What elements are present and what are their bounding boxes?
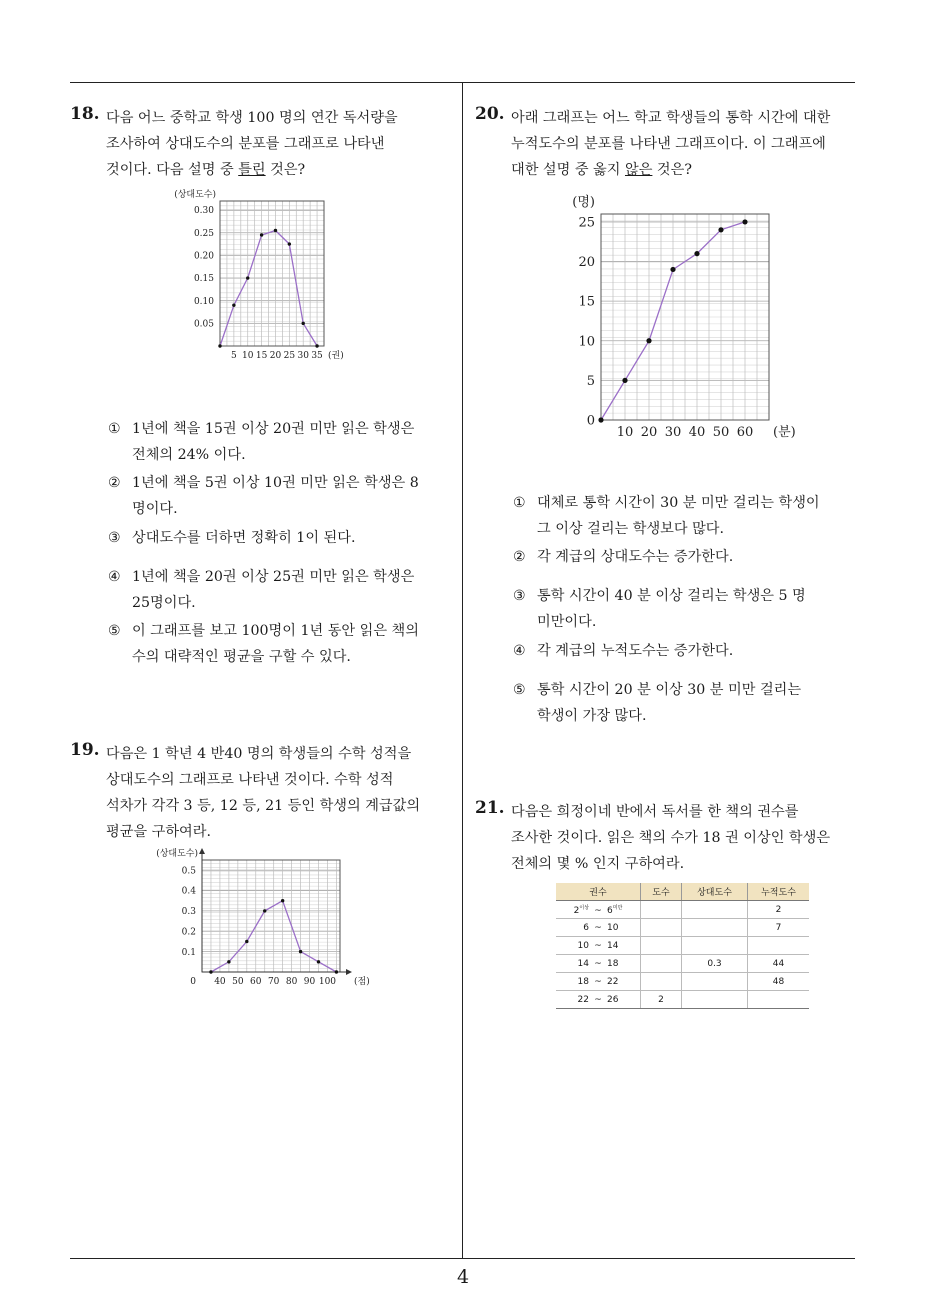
class-upper: 14 (607, 940, 619, 951)
data-point (302, 322, 305, 325)
choice-line: 대체로 통학 시간이 30 분 미만 걸리는 학생이 (537, 495, 820, 511)
data-point (335, 970, 338, 973)
y-tick-label: 0.30 (193, 206, 214, 217)
cumulative-frequency-cell (748, 937, 810, 955)
choice-line: 상대도수를 더하면 정확히 1이 된다. (132, 530, 356, 546)
x-tick-label: 10 (616, 425, 634, 440)
data-point (646, 338, 651, 343)
problem-text (106, 741, 420, 845)
data-point (718, 227, 723, 232)
y-tick-label: 0.4 (181, 886, 196, 897)
choice-line: 25명이다. (132, 595, 196, 611)
class-upper: 22 (607, 976, 619, 987)
choice-line: 1년에 책을 20권 이상 25권 미만 읽은 학생은 (132, 569, 415, 585)
class-separator: ~ (594, 958, 602, 969)
data-point (274, 229, 277, 232)
choice-mark: ③ (108, 530, 121, 546)
cumulative-frequency-cell: 2 (748, 901, 810, 919)
text-segment: 것은? (652, 162, 692, 178)
choice-line: 학생이 가장 많다. (537, 708, 647, 724)
choice-mark: ① (513, 495, 526, 511)
y-axis-label: (명) (572, 195, 595, 210)
underlined-word: 않은 (624, 162, 653, 178)
cumulative-frequency-cell: 44 (748, 955, 810, 973)
relative-frequency-cell (682, 937, 748, 955)
data-point (622, 378, 627, 383)
table-row (556, 955, 809, 973)
choice-mark: ⑤ (513, 682, 526, 698)
data-point (260, 233, 263, 236)
data-point (742, 219, 747, 224)
class-upper: 10 (607, 922, 619, 933)
y-tick-label: 0.5 (181, 866, 196, 877)
data-point (317, 960, 320, 963)
choice-line: 이 그래프를 보고 100명이 1년 동안 읽은 책의 (132, 623, 419, 639)
text-line: 상대도수의 그래프로 나타낸 것이다. 수학 성적 (106, 772, 394, 788)
x-tick-label: 70 (267, 977, 280, 987)
y-tick-label: 5 (586, 373, 595, 389)
text-line (511, 157, 830, 183)
data-point (227, 960, 230, 963)
x-tick-label: 50 (232, 977, 244, 987)
choice-mark: ⑤ (108, 623, 121, 639)
choice-mark: ④ (108, 569, 121, 585)
data-point (288, 242, 291, 245)
class-upper: 6 (607, 905, 613, 916)
text-line: 다음은 희정이네 반에서 독서를 한 책의 권수를 (511, 804, 799, 820)
table-row (556, 991, 809, 1009)
x-tick-label: 30 (664, 425, 682, 440)
data-point (598, 417, 603, 422)
data-point (281, 899, 284, 902)
data-point (694, 251, 699, 256)
choice-line: 통학 시간이 20 분 이상 30 분 미만 걸리는 (537, 682, 802, 698)
text-line: 평균을 구하여라. (106, 824, 211, 840)
choice-mark: ① (108, 421, 121, 437)
relative-frequency-cell (682, 919, 748, 937)
column-divider (462, 82, 463, 1258)
data-point (246, 276, 249, 279)
text-line: 조사한 것이다. 읽은 책의 수가 18 권 이상인 학생은 (511, 830, 831, 846)
origin-label: 0 (586, 413, 595, 429)
y-axis-label: (상대도수) (156, 849, 198, 859)
text-line: 전체의 몇 % 인지 구하여라. (511, 856, 685, 872)
y-tick-label: 25 (578, 215, 595, 231)
choice-line: 미만이다. (537, 614, 597, 630)
frequency-cell (641, 937, 682, 955)
class-separator: ~ (594, 922, 602, 933)
x-tick-label: 20 (640, 425, 658, 440)
problem-text (511, 105, 830, 183)
class-upper: 26 (607, 994, 619, 1005)
data-point (315, 344, 318, 347)
text-segment: 것이다. 다음 설명 중 (106, 162, 239, 178)
y-tick-label: 0.3 (181, 907, 196, 918)
text-line: 다음 어느 중학교 학생 100 명의 연간 독서량을 (106, 110, 398, 126)
text-segment: 대한 설명 중 옳지 (511, 162, 625, 178)
x-tick-label: 5 (230, 351, 237, 361)
relative-frequency-cell (682, 973, 748, 991)
column-header-cumulative-frequency: 누적도수 (748, 883, 810, 901)
y-tick-label: 0.1 (181, 947, 196, 958)
data-point (218, 344, 221, 347)
class-lower: 14 (577, 958, 589, 969)
choice-line: 통학 시간이 40 분 이상 걸리는 학생은 5 명 (537, 588, 806, 604)
bottom-rule (70, 1258, 855, 1259)
chart-reading-relative-frequency (160, 186, 400, 376)
x-tick-label: 60 (736, 425, 754, 440)
class-lower: 18 (577, 976, 589, 987)
data-point (263, 909, 266, 912)
data-point (232, 304, 235, 307)
problem-number: 19. (70, 740, 100, 760)
column-header-books: 권수 (556, 883, 641, 901)
x-axis-arrow (346, 969, 352, 975)
y-tick-label: 0.15 (193, 274, 214, 285)
x-tick-label: 100 (318, 977, 337, 987)
choice-line: 그 이상 걸리는 학생보다 많다. (537, 521, 725, 537)
class-cell (556, 919, 641, 937)
table-row (556, 973, 809, 991)
x-tick-label: 25 (283, 351, 296, 361)
page-number: 4 (456, 1266, 470, 1288)
table-row (556, 901, 809, 919)
frequency-table (556, 883, 809, 1009)
choice-mark: ③ (513, 588, 526, 604)
text-segment: 것은? (265, 162, 306, 178)
text-line: 조사하여 상대도수의 분포를 그래프로 나타낸 (106, 136, 385, 152)
cumulative-frequency-cell: 48 (748, 973, 810, 991)
y-tick-label: 10 (578, 334, 595, 350)
chart-math-score-relative-frequency (140, 846, 425, 992)
problem-number: 20. (475, 104, 505, 124)
class-cell (556, 955, 641, 973)
frequency-cell (641, 955, 682, 973)
underlined-word: 틀린 (238, 162, 266, 178)
upper-qualifier: 미만 (612, 904, 623, 911)
relative-frequency-cell (682, 901, 748, 919)
y-tick-label: 0.2 (181, 927, 196, 938)
x-tick-label: 15 (255, 351, 268, 361)
lower-qualifier: 이상 (579, 904, 589, 911)
class-lower: 10 (577, 940, 589, 951)
x-tick-label: 50 (712, 425, 730, 440)
data-point (670, 267, 675, 272)
problem-number: 18. (70, 104, 100, 124)
class-cell (556, 991, 641, 1009)
chart-commute-cumulative-frequency (555, 192, 800, 444)
text-line: 누적도수의 분포를 나타낸 그래프이다. 이 그래프에 (511, 136, 826, 152)
problem-number: 21. (475, 798, 505, 818)
y-tick-label: 20 (578, 255, 595, 271)
x-tick-label: 30 (297, 351, 309, 361)
data-point (209, 970, 212, 973)
x-tick-label: 80 (285, 977, 298, 987)
text-line: 다음은 1 학년 4 반40 명의 학생들의 수학 성적을 (106, 746, 412, 762)
y-axis-arrow (199, 848, 205, 854)
text-line: 아래 그래프는 어느 학교 학생들의 통학 시간에 대한 (511, 110, 831, 126)
class-cell (556, 901, 641, 919)
origin-label: 0 (190, 977, 196, 987)
choice-mark: ② (108, 475, 121, 491)
choice-line: 1년에 책을 15권 이상 20권 미만 읽은 학생은 (132, 421, 415, 437)
x-tick-label: 40 (214, 977, 226, 987)
choice-line: 전체의 24% 이다. (132, 447, 246, 463)
data-point (299, 950, 302, 953)
y-tick-label: 0.10 (193, 296, 214, 307)
cumulative-frequency-cell (748, 991, 810, 1009)
x-tick-label: 60 (250, 977, 262, 987)
text-line (106, 157, 398, 183)
frequency-cell (641, 919, 682, 937)
x-tick-label: 10 (242, 351, 254, 361)
class-separator: ~ (594, 905, 602, 916)
choice-line: 명이다. (132, 501, 178, 517)
relative-frequency-cell (682, 991, 748, 1009)
y-tick-label: 15 (578, 294, 595, 310)
y-axis-label: (상대도수) (174, 190, 216, 200)
class-lower: 6 (583, 922, 589, 933)
choice-line: 1년에 책을 5권 이상 10권 미만 읽은 학생은 8 (132, 475, 419, 491)
x-tick-label: 40 (688, 425, 706, 440)
y-tick-label: 0.05 (193, 319, 214, 330)
choice-mark: ④ (513, 643, 526, 659)
table-row (556, 919, 809, 937)
class-separator: ~ (594, 940, 602, 951)
class-separator: ~ (594, 994, 602, 1005)
class-cell (556, 937, 641, 955)
class-separator: ~ (594, 976, 602, 987)
frequency-cell: 2 (641, 991, 682, 1009)
choice-mark: ② (513, 549, 526, 565)
class-lower: 2 (573, 905, 580, 916)
y-tick-label: 0.20 (193, 251, 214, 262)
choice-line: 각 계급의 누적도수는 증가한다. (537, 643, 734, 659)
data-point (245, 940, 248, 943)
problem-text (106, 105, 398, 183)
choice-line: 수의 대략적인 평균을 구할 수 있다. (132, 649, 351, 665)
table-header-row (556, 883, 809, 901)
column-header-relative-frequency: 상대도수 (682, 883, 748, 901)
frequency-cell (641, 901, 682, 919)
frequency-cell (641, 973, 682, 991)
class-upper: 18 (607, 958, 619, 969)
relative-frequency-cell: 0.3 (682, 955, 748, 973)
column-header-frequency: 도수 (641, 883, 682, 901)
table-row (556, 937, 809, 955)
x-axis-unit: (권) (328, 351, 344, 361)
x-tick-label: 20 (269, 351, 282, 361)
class-cell (556, 973, 641, 991)
choice-line: 각 계급의 상대도수는 증가한다. (537, 549, 734, 565)
x-axis-unit: (분) (773, 425, 796, 440)
problem-text (511, 799, 830, 877)
x-tick-label: 90 (303, 977, 316, 987)
class-lower: 22 (577, 994, 589, 1005)
text-line: 석차가 각각 3 등, 12 등, 21 등인 학생의 계급값의 (106, 798, 421, 814)
cumulative-frequency-cell: 7 (748, 919, 810, 937)
x-tick-label: 35 (311, 351, 323, 361)
x-axis-unit: (점) (354, 977, 370, 987)
y-tick-label: 0.25 (193, 228, 214, 239)
